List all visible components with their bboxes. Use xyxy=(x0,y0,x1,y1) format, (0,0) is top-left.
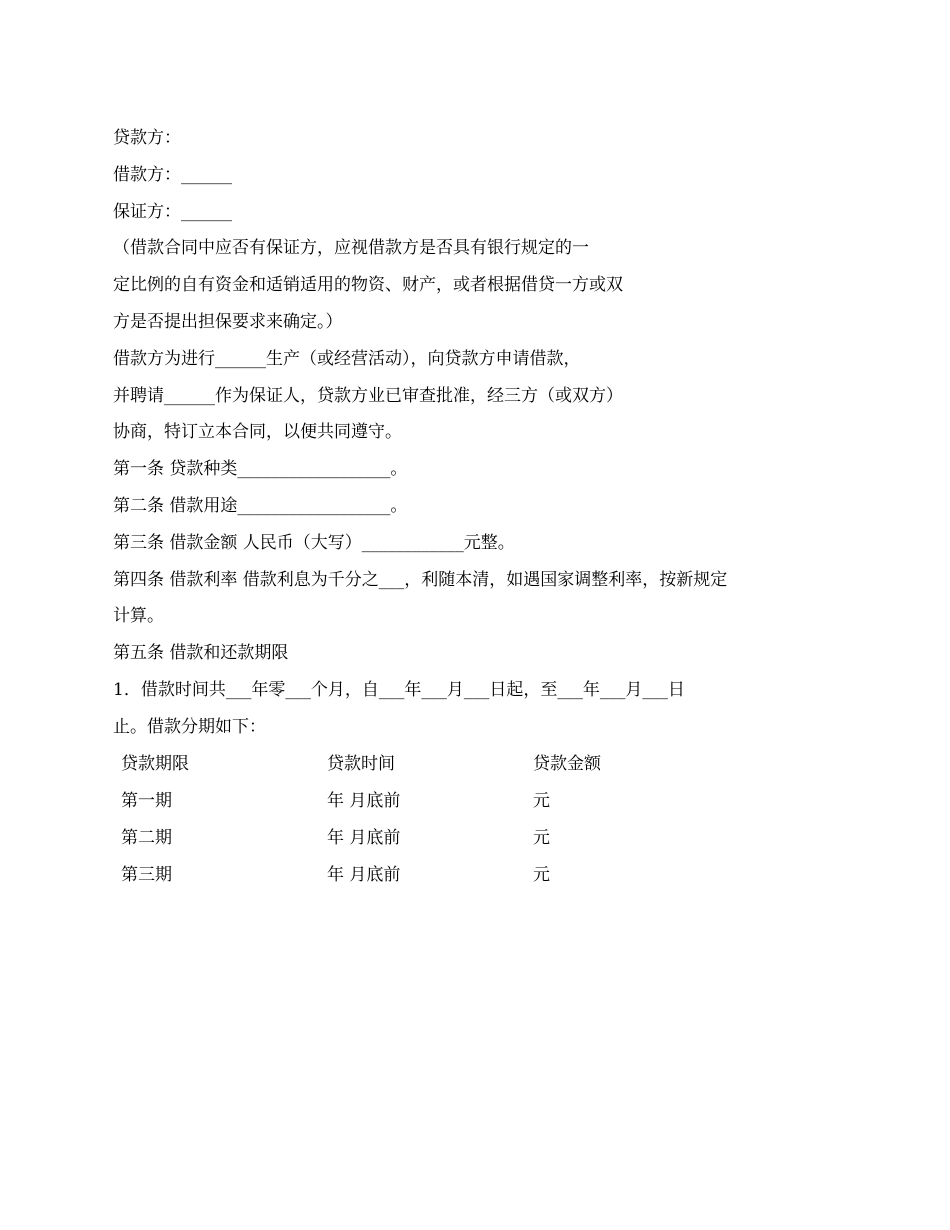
article-4: 第四条 借款利率 借款利息为千分之___，利随本清，如遇国家调整利率，按新规定 xyxy=(113,569,728,590)
table-header-cell: 贷款期限 xyxy=(121,753,189,774)
preamble-line-1: 借款方为进行______生产（或经营活动），向贷款方申请借款， xyxy=(113,348,581,369)
table-row xyxy=(113,820,813,857)
table-row xyxy=(113,783,813,820)
table-row xyxy=(113,857,813,894)
article-3: 第三条 借款金额 人民币（大写）____________元整。 xyxy=(113,532,515,553)
borrower-line: 借款方：______ xyxy=(113,164,232,185)
article-4-cont: 计算。 xyxy=(113,606,164,627)
article-1: 第一条 贷款种类__________________。 xyxy=(113,459,408,480)
lender-line: 贷款方： xyxy=(113,128,181,148)
article-2: 第二条 借款用途__________________。 xyxy=(113,495,408,516)
contract-body xyxy=(113,120,813,894)
table-header-row xyxy=(113,746,813,783)
table-cell: 元 xyxy=(533,865,550,886)
table-cell: 第二期 xyxy=(121,827,172,848)
table-cell: 年 月底前 xyxy=(327,827,401,848)
installment-table xyxy=(113,746,813,895)
note-line-2: 定比例的自有资金和适销适用的物资、财产，或者根据借贷一方或双 xyxy=(113,275,623,296)
guarantor-line: 保证方：______ xyxy=(113,201,232,222)
table-cell: 年 月底前 xyxy=(327,790,401,811)
preamble-line-3: 协商，特订立本合同，以便共同遵守。 xyxy=(113,422,402,443)
note-line-1: （借款合同中应否有保证方，应视借款方是否具有银行规定的一 xyxy=(113,238,589,259)
article-5-title: 第五条 借款和还款期限 xyxy=(113,643,289,664)
table-cell: 第三期 xyxy=(121,865,172,886)
article-5-item-1: 1．借款时间共___年零___个月，自___年___月___日起，至___年___月___日 xyxy=(113,679,685,700)
table-cell: 元 xyxy=(533,827,550,848)
table-cell: 第一期 xyxy=(121,790,172,811)
preamble-line-2: 并聘请______作为保证人，贷款方业已审查批准，经三方（或双方） xyxy=(113,385,623,406)
note-line-3: 方是否提出担保要求来确定。） xyxy=(113,311,343,332)
table-cell: 年 月底前 xyxy=(327,865,401,886)
table-header-cell: 贷款金额 xyxy=(533,753,601,774)
table-cell: 元 xyxy=(533,790,550,811)
table-header-cell: 贷款时间 xyxy=(327,753,395,774)
article-5-item-1-cont: 止。借款分期如下： xyxy=(113,716,266,737)
